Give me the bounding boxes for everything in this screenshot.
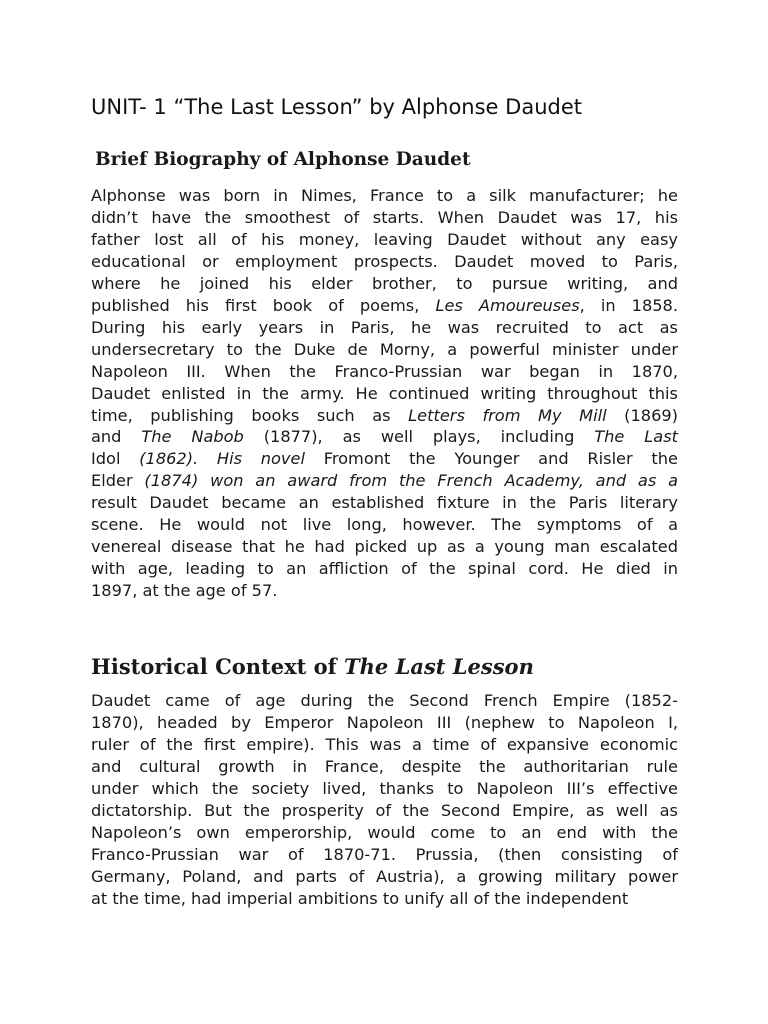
paragraph-line: educational or employment prospects. Daudet moved to Paris, — [91, 251, 678, 271]
paragraph-line: didn’t have the smoothest of starts. When Daudet was 17, his — [91, 207, 678, 227]
biography-paragraph — [91, 185, 678, 602]
paragraph-line: Alphonse was born in Nimes, France to a silk manufacturer; he — [91, 186, 678, 205]
paragraph-line: Daudet enlisted in the army. He continued writing throughout this — [91, 383, 678, 403]
paragraph-line: 1897, at the age of 57. — [91, 581, 278, 601]
italic-title: The Last — [594, 427, 678, 447]
paragraph-line: venereal disease that he had picked up as a young man escalated — [91, 537, 678, 557]
italic-title: Letters from My Mill — [408, 405, 607, 425]
paragraph-line: undersecretary to the Duke de Morny, a powerful minister under — [91, 339, 678, 359]
paragraph-line: During his early years in Paris, he was recruited to act as — [91, 317, 678, 337]
paragraph-line: and The Nabob (1877), as well plays, including The Last — [91, 427, 678, 447]
paragraph-line: under which the society lived, thanks to Napoleon III’s effective — [91, 778, 678, 798]
paragraph-line: at the time, had imperial ambitions to unify all of the independent — [91, 888, 629, 908]
paragraph-line: where he joined his elder brother, to pursue writing, and — [91, 273, 678, 293]
historical-context-paragraph — [91, 690, 678, 910]
paragraph-line: Franco-Prussian war of 1870-71. Prussia, (then consisting of — [91, 844, 678, 864]
paragraph-line: and cultural growth in France, despite the authoritarian rule — [91, 756, 678, 776]
paragraph-line: dictatorship. But the prosperity of the Second Empire, as well as — [91, 800, 678, 820]
paragraph-line: result Daudet became an established fixture in the Paris literary — [91, 493, 678, 513]
paragraph-line: with age, leading to an affliction of the spinal cord. He died in — [91, 559, 678, 579]
italic-title: (1862). His novel — [120, 449, 324, 469]
paragraph-line: Idol (1862). His novel Fromont the Younger and Risler the — [91, 449, 678, 469]
paragraph-line: scene. He would not live long, however. The symptoms of a — [91, 515, 678, 535]
italic-title: Les Amoureuses — [435, 295, 580, 315]
paragraph-line: 1870), headed by Emperor Napoleon III (nephew to Napoleon I, — [91, 712, 678, 732]
biography-heading: Brief Biography of Alphonse Daudet — [95, 149, 471, 170]
paragraph-line: published his first book of poems, Les Amoureuses, in 1858. — [91, 295, 678, 315]
italic-title: (1874) won an award from the French Academy, and as a — [132, 471, 678, 491]
italic-title: The Nabob — [141, 427, 244, 447]
paragraph-line: Napoleon’s own emperorship, would come to an end with the — [91, 822, 678, 842]
unit-title: UNIT- 1 “The Last Lesson” by Alphonse Daudet — [91, 95, 582, 119]
paragraph-line: Elder (1874) won an award from the French Academy, and as a — [91, 471, 678, 491]
historical-context-heading-prefix: Historical Context of — [91, 654, 345, 679]
paragraph-line: Napoleon III. When the Franco-Prussian war began in 1870, — [91, 361, 678, 381]
paragraph-line: time, publishing books such as Letters from My Mill (1869) — [91, 405, 678, 425]
paragraph-line: father lost all of his money, leaving Daudet without any easy — [91, 229, 678, 249]
paragraph-line: Daudet came of age during the Second French Empire (1852- — [91, 691, 678, 710]
paragraph-line: ruler of the first empire). This was a time of expansive economic — [91, 734, 678, 754]
historical-context-heading-title: The Last Lesson — [344, 654, 534, 679]
paragraph-line: Germany, Poland, and parts of Austria), a growing military power — [91, 866, 678, 886]
historical-context-heading — [91, 654, 534, 679]
